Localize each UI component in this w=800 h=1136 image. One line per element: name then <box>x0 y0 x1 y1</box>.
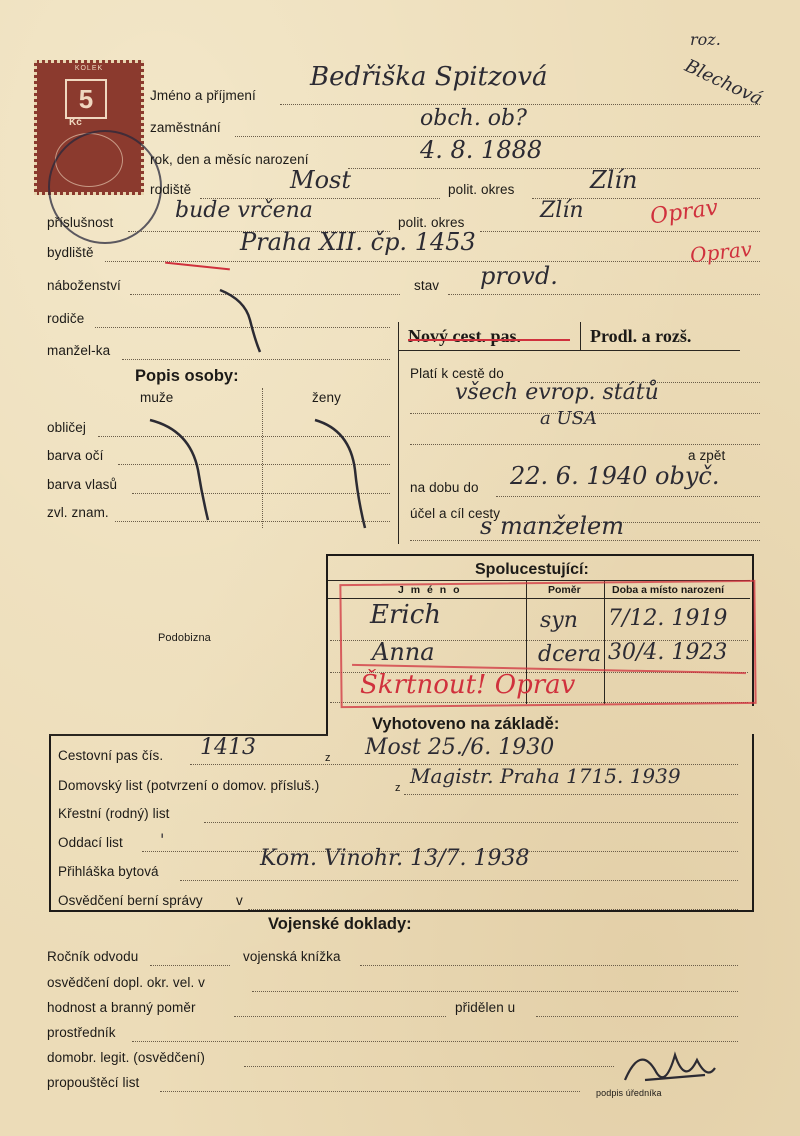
military-legion-label: domobr. legit. (osvědčení) <box>47 1050 205 1065</box>
issued-homelist-label: Domovský list (potvrzení o domov. přísluš.) <box>58 778 320 793</box>
residence-line <box>105 261 760 262</box>
issued-homelist-line <box>404 794 738 795</box>
military-intermediary-label: prostředník <box>47 1025 116 1040</box>
issued-passport-from: Most 25./6. 1930 <box>365 735 555 760</box>
occupation-value: obch. ob? <box>420 106 527 131</box>
face-label: obličej <box>47 420 86 435</box>
issued-tax-label: Osvědčení berní správy <box>58 893 203 908</box>
companion-1-date: 7/12. 1919 <box>608 606 728 631</box>
birthplace-okres-value: Zlín <box>590 166 638 194</box>
status-label: stav <box>414 278 440 293</box>
military-year-line <box>150 965 230 966</box>
citizenship-red-note: Oprav <box>648 195 720 230</box>
residence-value: Praha XII. čp. 1453 <box>240 228 476 256</box>
citizenship-value: bude vrčena <box>175 198 313 223</box>
dash-stroke-parents <box>200 280 280 360</box>
stamp-top-text: KOLEK <box>74 65 104 72</box>
name-value: Bedřiška Spitzová <box>310 62 548 92</box>
companions-title: Spolucestující: <box>475 561 589 578</box>
description-women: ženy <box>312 390 341 405</box>
name-value-2: Blechová <box>681 55 766 110</box>
military-title: Vojenské doklady: <box>268 915 412 933</box>
issued-passport-value: 1413 <box>200 735 256 760</box>
companion-2-name: Anna <box>372 638 435 666</box>
valid-line-3 <box>410 444 760 445</box>
issued-homelist-value: Magistr. Praha 1715. 1939 <box>410 764 681 788</box>
issued-baptism-line <box>204 822 738 823</box>
citizenship-okres-label: polit. okres <box>398 215 465 230</box>
photo-label: Podobizna <box>158 632 211 644</box>
birthplace-value: Most <box>290 166 351 194</box>
citizenship-okres-value: Zlín <box>540 198 584 223</box>
dash-stroke-description <box>140 410 400 540</box>
companion-2-date: 30/4. 1923 <box>608 640 728 665</box>
companion-1-relation: syn <box>540 608 578 633</box>
companions-header-relation: Poměr <box>548 584 581 596</box>
religion-label: náboženství <box>47 278 121 293</box>
new-passport-strike <box>408 339 570 341</box>
citizenship-okres-line <box>480 231 760 232</box>
military-assigned-line <box>536 1016 738 1017</box>
issued-tax-v: v <box>236 893 243 908</box>
passport-box-top-border <box>398 350 740 351</box>
issued-title: Vyhotoveno na základě: <box>372 715 560 733</box>
stamp-currency: Kč <box>69 117 82 128</box>
period-label: na dobu do <box>410 480 479 495</box>
military-rank-label: hodnost a branný poměr <box>47 1000 196 1015</box>
military-assigned-label: přidělen u <box>455 1000 516 1015</box>
status-line <box>448 294 760 295</box>
hair-label: barva vlasů <box>47 477 118 492</box>
birth-line <box>348 168 760 169</box>
military-discharge-line <box>160 1091 580 1092</box>
issued-homelist-z: z <box>395 782 401 794</box>
military-discharge-label: propouštěcí list <box>47 1075 140 1090</box>
military-year-label: Ročník odvodu <box>47 949 139 964</box>
purpose-value: s manželem <box>480 512 624 540</box>
birth-label: rok, den a měsíc narození <box>150 152 309 167</box>
name-label: Jméno a příjmení <box>150 88 256 103</box>
residence-label: bydliště <box>47 245 94 260</box>
marks-label: zvl. znam. <box>47 505 109 520</box>
purpose-line-2 <box>410 540 760 541</box>
issued-passport-z: z <box>325 752 331 764</box>
military-cert-label: osvědčení dopl. okr. vel. v <box>47 975 206 990</box>
valid-label: Platí k cestě do <box>410 366 504 381</box>
name-roz: roz. <box>690 30 721 49</box>
red-underline <box>165 262 230 271</box>
stamp-value: 5 <box>65 79 107 119</box>
eyes-label: barva očí <box>47 448 104 463</box>
purpose-label: účel a cíl cesty <box>410 506 501 521</box>
military-book-line <box>360 965 738 966</box>
companions-header-date: Doba a místo narození <box>612 584 725 596</box>
status-value: provd. <box>480 262 558 290</box>
issued-passport-label: Cestovní pas čís. <box>58 748 164 763</box>
companion-2-relation: dcera <box>538 642 602 667</box>
birthplace-label: rodiště <box>150 182 192 197</box>
signature-label: podpis úředníka <box>596 1088 662 1098</box>
occupation-label: zaměstnání <box>150 120 221 135</box>
issued-residence-label: Přihláška bytová <box>58 864 159 879</box>
issued-marriage-value: ' <box>160 830 165 849</box>
extend-passport-label: Prodl. a rozš. <box>590 326 692 346</box>
period-value: 22. 6. 1940 obyč. <box>510 462 720 490</box>
military-book-label: vojenská knížka <box>243 949 341 964</box>
period-line <box>496 496 760 497</box>
new-passport-label: Nový cest. pas. <box>408 326 521 346</box>
description-men: muže <box>140 390 174 405</box>
birth-value: 4. 8. 1888 <box>420 136 543 164</box>
description-title: Popis osoby: <box>135 367 239 385</box>
issued-marriage-label: Oddací list <box>58 835 123 850</box>
spouse-label: manžel-ka <box>47 343 111 358</box>
issued-residence-line <box>180 880 738 881</box>
issued-residence-value: Kom. Vinohr. 13/7. 1938 <box>260 846 530 871</box>
companions-header-name: J m é n o <box>398 584 462 596</box>
military-cert-line <box>252 991 738 992</box>
residence-red-note: Oprav <box>688 236 754 268</box>
name-line <box>280 104 760 105</box>
parents-label: rodiče <box>47 311 85 326</box>
issued-box-top-left <box>49 734 328 736</box>
companions-red-note: Škrtnout! Oprav <box>360 670 576 700</box>
valid-value-2: a USA <box>540 408 597 429</box>
companion-1-name: Erich <box>370 600 442 630</box>
issued-box-notch <box>326 704 328 734</box>
military-legion-line <box>244 1066 614 1067</box>
valid-value: všech evrop. států <box>455 380 659 405</box>
issued-baptism-label: Křestní (rodný) list <box>58 806 170 821</box>
military-rank-line <box>234 1016 446 1017</box>
and-back-label: a zpět <box>688 448 726 463</box>
issued-tax-line <box>248 909 738 910</box>
citizenship-label: příslušnost <box>47 215 114 230</box>
birthplace-okres-label: polit. okres <box>448 182 515 197</box>
passport-header-divider <box>580 322 581 350</box>
